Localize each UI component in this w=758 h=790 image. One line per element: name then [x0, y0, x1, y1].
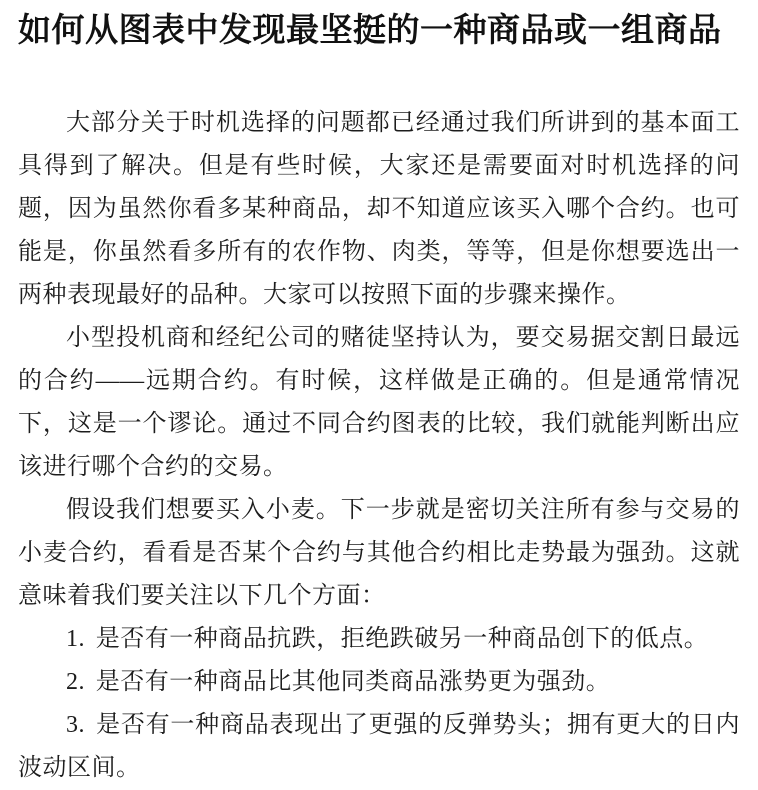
paragraph-3: 假设我们想要买入小麦。下一步就是密切关注所有参与交易的小麦合约，看看是否某个合约与其他合约相比走势最为强劲。这就意味着我们要关注以下几个方面： — [18, 497, 740, 609]
list-item-1 — [18, 618, 740, 661]
list-item-1-number: 1. — [66, 626, 85, 652]
list-item-2-number: 2. — [66, 669, 85, 695]
paragraph-1: 大部分关于时机选择的问题都已经通过我们所讲到的基本面工具得到了解决。但是有些时候，大家还是需要面对时机选择的问题，因为虽然你看多某种商品，却不知道应该买入哪个合约。也可能是，你虽然看多所有的农作物、肉类，等等，但是你想要选出一两种表现最好的品种。大家可以按照下面的步骤来操作。 — [18, 110, 740, 308]
list-item-2 — [18, 661, 740, 704]
list-item-3 — [18, 704, 740, 790]
list-item-3-number: 3. — [66, 712, 85, 738]
body-text — [18, 102, 740, 790]
page-title: 如何从图表中发现最坚挺的一种商品或一组商品 — [18, 11, 722, 48]
list-item-2-text: 是否有一种商品比其他同类商品涨势更为强劲。 — [95, 669, 611, 695]
list-item-3-text: 是否有一种商品表现出了更强的反弹势头；拥有更大的日内波动区间。 — [18, 712, 740, 781]
list-item-1-text: 是否有一种商品抗跌，拒绝跌破另一种商品创下的低点。 — [95, 626, 709, 652]
paragraph-2: 小型投机商和经纪公司的赌徒坚持认为，要交易据交割日最远的合约——远期合约。有时候，这样做是正确的。但是通常情况下，这是一个谬论。通过不同合约图表的比较，我们就能判断出应该进行哪个合约的交易。 — [18, 325, 740, 480]
